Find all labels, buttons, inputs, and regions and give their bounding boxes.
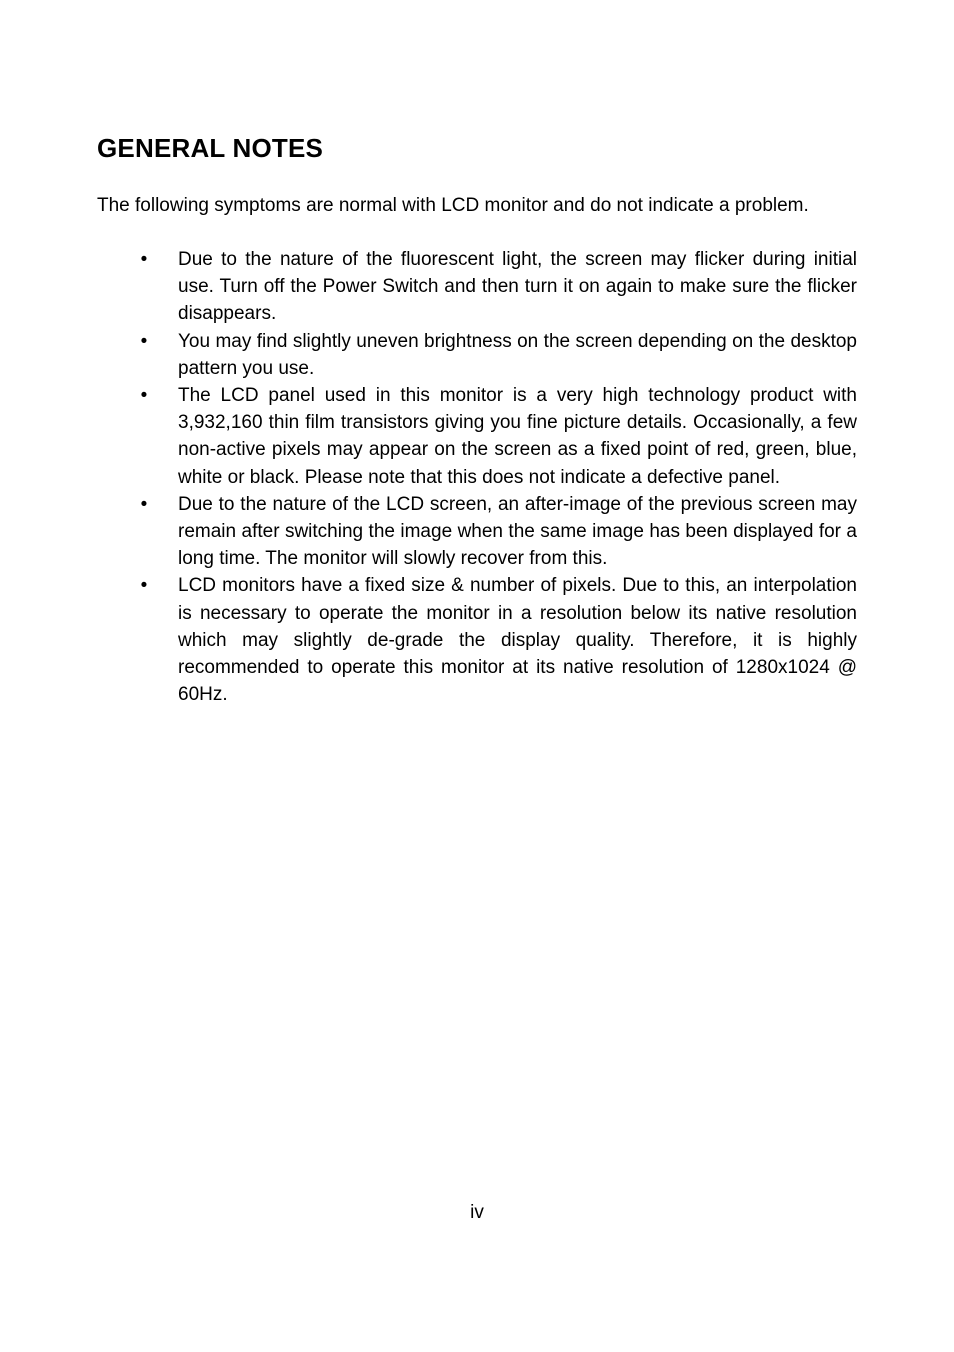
- page-number: iv: [470, 1202, 484, 1223]
- list-item: [0, 572, 954, 708]
- bullet-icon: •: [140, 575, 148, 597]
- bullet-icon: •: [140, 249, 148, 270]
- page-title: GENERAL NOTES: [97, 133, 324, 163]
- note-text: Due to the nature of the fluorescent light, the screen may flicker during initial use. Turn off the Power Switch and then turn it on again to make sure the flicker disappears.: [178, 249, 857, 325]
- list-item: [0, 246, 954, 328]
- note-text: You may find slightly uneven brightness on the screen depending on the desktop pattern you use.: [178, 330, 857, 379]
- bullet-icon: •: [140, 385, 148, 407]
- list-item: [0, 382, 954, 491]
- list-item: [0, 491, 954, 573]
- bullet-icon: •: [140, 493, 148, 515]
- note-text: LCD monitors have a fixed size & number of pixels. Due to this, an interpolation is necessary to operate the monitor in a resolution below its native resolution which may slightly de-grade the display quality. Therefore, it is highly recommended to operate this monitor at its native resolution of 1280x1024 @ 60Hz.: [178, 575, 857, 706]
- notes-list: [0, 246, 954, 708]
- note-text: The LCD panel used in this monitor is a very high technology product with 3,932,160 thin film transistors giving you fine picture details. Occasionally, a few non-active pixels may appear on the screen as a fixed point of red, green, blue, white or black. Please note that this does not indicate a defective panel.: [178, 385, 857, 488]
- bullet-icon: •: [140, 330, 148, 352]
- intro-paragraph: The following symptoms are normal with LCD monitor and do not indicate a problem.: [97, 195, 809, 216]
- note-text: Due to the nature of the LCD screen, an after-image of the previous screen may remain after switching the image when the same image has been displayed for a long time. The monitor will slowly recover from this.: [178, 493, 857, 570]
- list-item: [0, 328, 954, 382]
